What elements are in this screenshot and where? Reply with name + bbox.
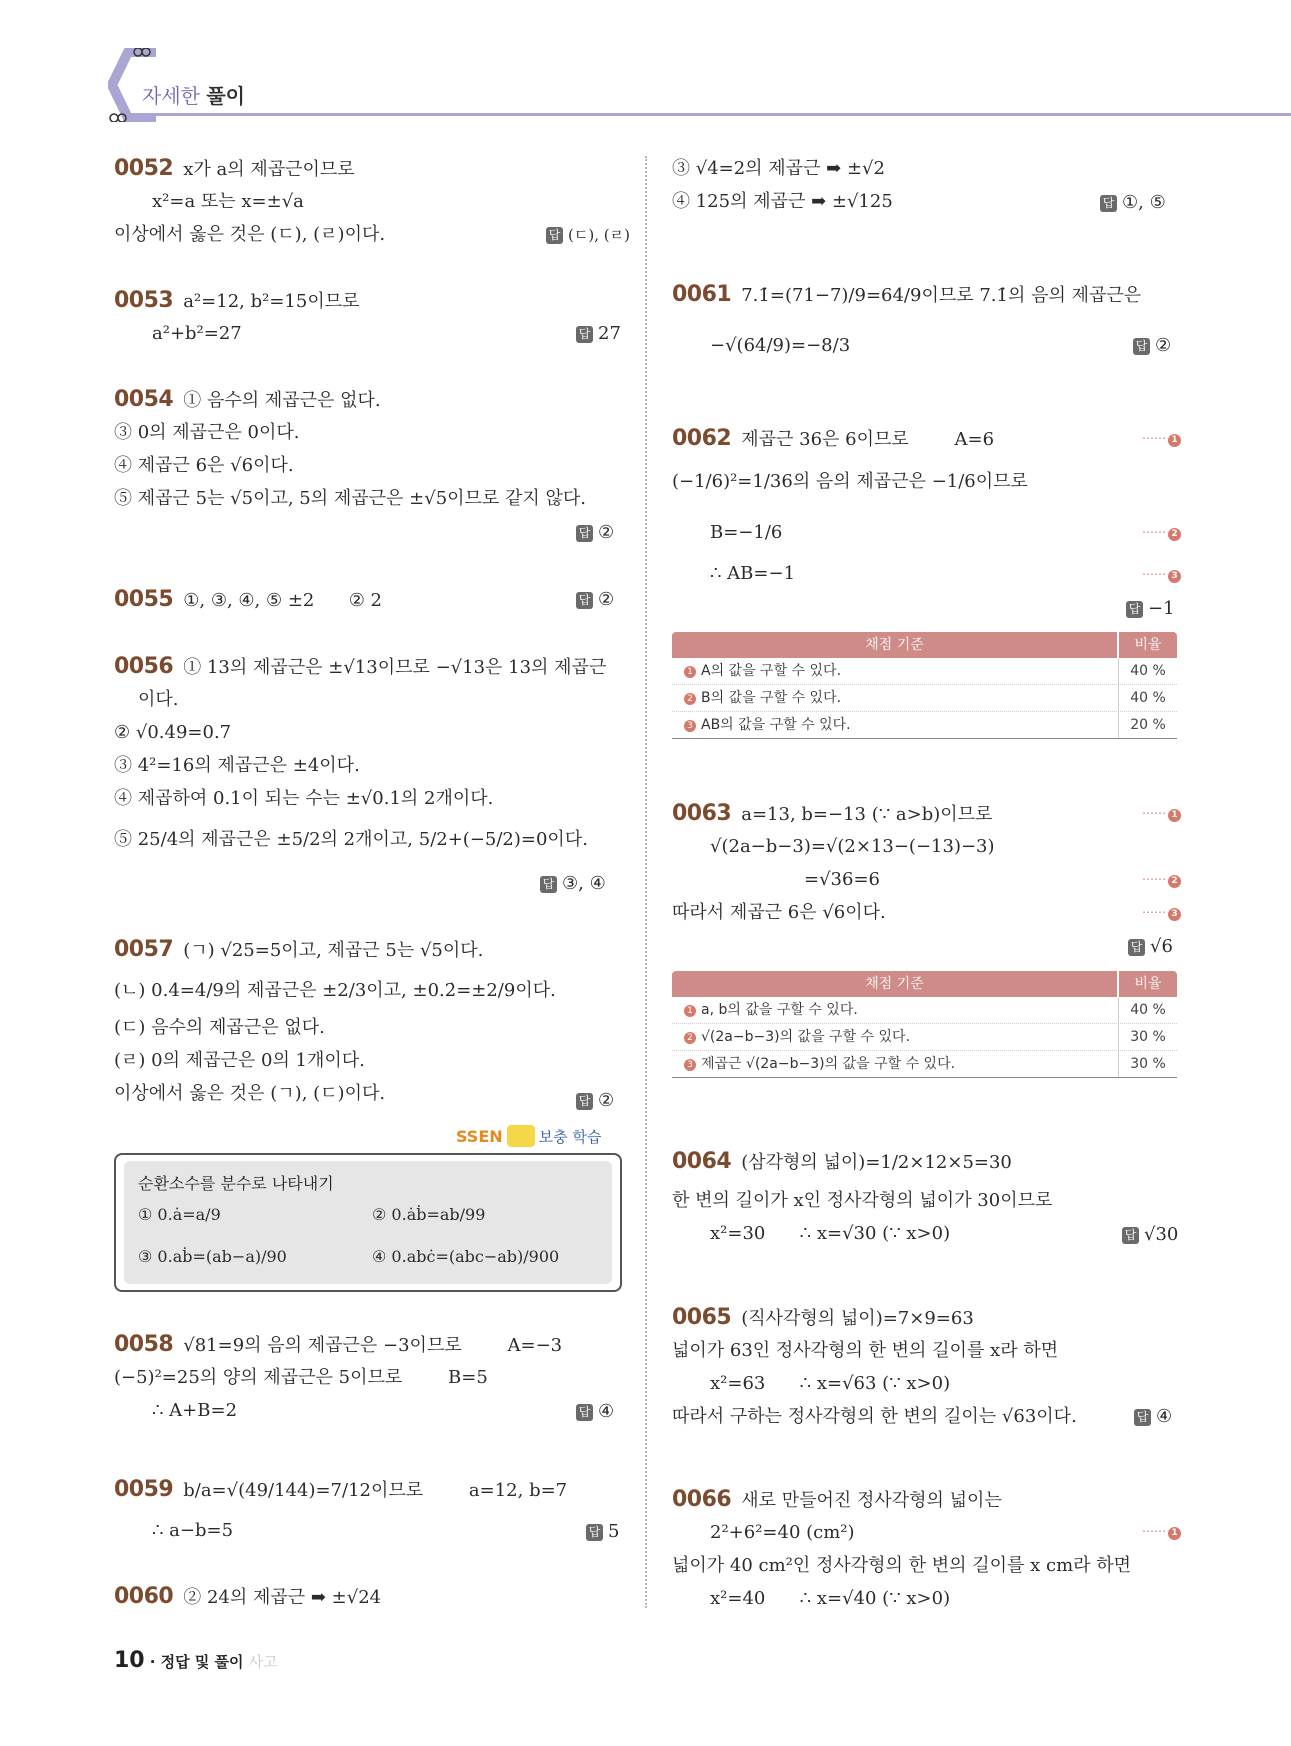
solution-line: x²=40 ∴ x=√40 (∵ x>0): [710, 1588, 951, 1609]
answer-text: ②: [598, 522, 615, 543]
grading-ratio: 40 %: [1118, 997, 1177, 1023]
step-marker-icon: 2: [684, 693, 696, 705]
answer-badge-icon: 답: [576, 592, 593, 609]
solution-line: ③ 0의 제곱근은 0이다.: [114, 422, 300, 443]
answer-text: ②: [1155, 335, 1172, 356]
grading-ratio: 40 %: [1118, 658, 1177, 684]
solution-line: ∴ AB=−1: [710, 563, 796, 584]
formula-item: ③ 0.aḃ=(ab−a)/90: [138, 1247, 287, 1266]
solution-line: (−5)²=25의 양의 제곱근은 5이므로 B=5: [114, 1367, 488, 1388]
answer-text: ③, ④: [562, 873, 606, 894]
grading-ratio: 20 %: [1118, 712, 1177, 738]
step-marker-icon: 3: [684, 720, 696, 732]
solution-line: 제곱근 36은 6이므로 A=6: [741, 429, 995, 450]
solution-line: 이상에서 옳은 것은 (ㄷ), (ㄹ)이다.: [114, 224, 386, 245]
answer-badge-icon: 답: [540, 876, 557, 893]
problem-0052: [114, 152, 385, 251]
grading-ratio: 40 %: [1118, 685, 1177, 711]
answer-0053: [576, 323, 621, 344]
grading-row: [672, 658, 1177, 685]
grading-row: [672, 997, 1177, 1024]
solution-line: ④ 제곱하여 0.1이 되는 수는 ±√0.1의 2개이다.: [114, 788, 494, 809]
grading-criterion: a, b의 값을 구할 수 있다.: [701, 1002, 858, 1018]
problem-0054: [114, 383, 586, 515]
answer-text: √30: [1144, 1224, 1179, 1245]
answer-badge-icon: 답: [1126, 601, 1143, 618]
solution-line: 2²+6²=40 (cm²): [710, 1522, 855, 1543]
solution-line: B=−1/6: [710, 522, 783, 543]
answer-text: ①, ⑤: [1122, 192, 1166, 213]
answer-0061: [1133, 335, 1171, 356]
supplementary-panel: [124, 1161, 612, 1284]
column-divider: [645, 156, 647, 1608]
solution-line: 한 변의 길이가 x인 정사각형의 넓이가 30이므로: [672, 1190, 1053, 1211]
step-marker-icon: 1: [1168, 434, 1181, 447]
problem-0059: [114, 1473, 567, 1547]
grading-criterion: √(2a−b−3)의 값을 구할 수 있다.: [701, 1029, 911, 1045]
answer-0058: [576, 1401, 614, 1422]
answer-0055: [576, 589, 614, 610]
grading-criterion: A의 값을 구할 수 있다.: [701, 663, 842, 679]
solution-line: =√36=6: [804, 869, 880, 890]
grading-table-0062: [672, 632, 1177, 739]
problem-0062: [672, 422, 1028, 590]
page-footer: 10 · 정답 및 풀이 사고: [114, 1648, 278, 1673]
answer-0059: [586, 1521, 619, 1542]
problem-number: 0061: [672, 282, 732, 307]
supplementary-title: 순환소수를 분수로 나타내기: [138, 1174, 334, 1193]
solution-line: (삼각형의 넓이)=1/2×12×5=30: [741, 1152, 1012, 1173]
answer-0064: [1122, 1224, 1178, 1245]
answer-badge-icon: 답: [576, 326, 593, 343]
grading-row: [672, 685, 1177, 712]
grading-row: [672, 1051, 1177, 1078]
step-marker-2: ⋯⋯ 2: [1142, 872, 1181, 888]
answer-0054: [576, 522, 614, 543]
step-marker-icon: 1: [684, 666, 696, 678]
step-marker-icon: 2: [1168, 528, 1181, 541]
solution-line: (ㄱ) √25=5이고, 제곱근 5는 √5이다.: [183, 940, 484, 961]
solution-line: x가 a의 제곱근이므로: [183, 159, 355, 180]
answer-badge-icon: 답: [1122, 1227, 1139, 1244]
solution-line: ④ 제곱근 6은 √6이다.: [114, 455, 294, 476]
problem-number: 0058: [114, 1332, 174, 1357]
solution-line: (ㄴ) 0.4̇=4/9의 제곱근은 ±2/3이고, ±0.2̇=±2/9이다.: [114, 980, 556, 1001]
answer-0060: [1100, 192, 1166, 213]
problem-0055: [114, 583, 382, 616]
answer-badge-icon: 답: [1133, 338, 1150, 355]
answer-text: 5: [608, 1521, 620, 1542]
problem-number: 0054: [114, 387, 174, 412]
problem-number: 0057: [114, 937, 174, 962]
solution-line: ② √0.49=0.7: [114, 722, 232, 743]
answer-0056: [540, 873, 606, 894]
problem-0066: [672, 1483, 1131, 1615]
solution-line: 넓이가 63인 정사각형의 한 변의 길이를 x라 하면: [672, 1340, 1059, 1361]
solution-line: −√(64/9)=−8/3: [710, 335, 851, 356]
answer-badge-icon: 답: [1128, 939, 1145, 956]
grading-header-criteria: 채점 기준: [672, 632, 1117, 658]
solution-line: a=13, b=−13 (∵ a>b)이므로: [741, 804, 993, 825]
solution-line: ② 24의 제곱근 ➡ ±√24: [183, 1587, 382, 1608]
answer-text: √6: [1150, 936, 1173, 957]
note-pencil-icon: [507, 1125, 535, 1147]
answer-badge-icon: 답: [576, 525, 593, 542]
solution-line: a²=12, b²=15이므로: [183, 291, 360, 312]
answer-badge-icon: 답: [1134, 1409, 1151, 1426]
footer-title: 정답 및 풀이: [160, 1653, 244, 1671]
step-marker-icon: 3: [1168, 570, 1181, 583]
step-marker-1: ⋯⋯ 1: [1142, 806, 1181, 822]
step-marker-icon: 3: [1168, 908, 1181, 921]
problem-number: 0055: [114, 587, 174, 612]
solution-line: ① 음수의 제곱근은 없다.: [183, 390, 381, 411]
solution-line: 새로 만들어진 정사각형의 넓이는: [741, 1490, 1002, 1511]
formula-item: ② 0.ȧḃ=ab/99: [372, 1205, 486, 1224]
answer-text: ②: [598, 589, 615, 610]
step-marker-1: ⋯⋯ 1: [1142, 1524, 1181, 1540]
solution-line: 넓이가 40 cm²인 정사각형의 한 변의 길이를 x cm라 하면: [672, 1555, 1132, 1576]
step-marker-icon: 1: [684, 1005, 696, 1017]
formula-item: ④ 0.abċ=(abc−ab)/900: [372, 1247, 560, 1266]
answer-0057: [576, 1090, 614, 1111]
answer-badge-icon: 답: [1100, 195, 1117, 212]
answer-text: ④: [598, 1401, 615, 1422]
solution-line: b/a=√(49/144)=7/12이므로 a=12, b=7: [183, 1480, 568, 1501]
problem-number: 0063: [672, 801, 732, 826]
solution-line: (ㄹ) 0의 제곱근은 0의 1개이다.: [114, 1050, 365, 1071]
solution-line: x²=30 ∴ x=√30 (∵ x>0): [710, 1223, 951, 1244]
supplementary-label: [456, 1125, 601, 1147]
answer-badge-icon: 답: [576, 1093, 593, 1110]
problem-0061: [672, 278, 1141, 362]
solution-line: (−1/6)²=1/36의 음의 제곱근은 −1/6이므로: [672, 471, 1028, 492]
solution-line: √81=9의 음의 제곱근은 −3이므로 A=−3: [183, 1335, 563, 1356]
solution-line: ①, ③, ④, ⑤ ±2 ② 2: [183, 590, 383, 611]
solution-line: 따라서 구하는 정사각형의 한 변의 길이는 √63이다.: [672, 1406, 1077, 1427]
answer-text: ④: [1156, 1406, 1173, 1427]
answer-0063: [1128, 936, 1173, 957]
grading-criterion: 제곱근 √(2a−b−3)의 값을 구할 수 있다.: [701, 1056, 956, 1072]
grading-criterion: B의 값을 구할 수 있다.: [701, 690, 842, 706]
step-marker-icon: 1: [1168, 1527, 1181, 1540]
step-marker-2: ⋯⋯ 2: [1142, 525, 1181, 541]
solution-line: 따라서 제곱근 6은 √6이다.: [672, 902, 886, 923]
supplementary-box: [114, 1153, 622, 1292]
problem-number: 0062: [672, 426, 732, 451]
solution-line: ① 13의 제곱근은 ±√13이므로 −√13은 13의 제곱근: [183, 657, 607, 678]
answer-badge-icon: 답: [576, 1404, 593, 1421]
solution-line: ∴ A+B=2: [152, 1400, 238, 1421]
problem-0063: [672, 797, 995, 929]
answer-0062: [1126, 598, 1175, 619]
problem-0053: [114, 284, 360, 350]
header-title-light: 자세한: [142, 84, 200, 108]
problem-number: 0066: [672, 1487, 732, 1512]
problem-0065: [672, 1301, 1077, 1433]
grading-ratio: 30 %: [1118, 1051, 1177, 1077]
solution-line: ⑤ 25/4의 제곱근은 ±5/2의 2개이고, 5/2+(−5/2)=0이다.: [114, 829, 588, 850]
answer-text: 27: [598, 323, 621, 344]
answer-0065: [1134, 1406, 1172, 1427]
header-title-bold: 풀이: [206, 84, 245, 108]
grading-table-header: [672, 971, 1177, 997]
answer-badge-icon: 답: [546, 227, 563, 244]
grading-table-header: [672, 632, 1177, 658]
answer-0052: [546, 224, 630, 245]
answer-text: ②: [598, 1090, 615, 1111]
grading-ratio: 30 %: [1118, 1024, 1177, 1050]
grading-criterion: AB의 값을 구할 수 있다.: [701, 717, 851, 733]
problem-0058: [114, 1328, 562, 1427]
solution-line: ⑤ 제곱근 5는 √5이고, 5의 제곱근은 ±√5이므로 같지 않다.: [114, 488, 587, 509]
grading-row: [672, 712, 1177, 739]
step-marker-icon: 2: [684, 1032, 696, 1044]
problem-number: 0056: [114, 654, 174, 679]
solution-line: 7.1̇=(71−7)/9=64/9이므로 7.1̇의 음의 제곱근은: [741, 285, 1142, 306]
grading-header-criteria: 채점 기준: [672, 971, 1117, 997]
problem-0060: [114, 1580, 381, 1613]
problem-0057: [114, 933, 556, 1110]
problem-number: 0052: [114, 156, 174, 181]
problem-number: 0060: [114, 1584, 174, 1609]
page-number: 10: [114, 1648, 145, 1673]
solution-line: ③ √4=2의 제곱근 ➡ ±√2: [672, 158, 885, 179]
solution-line: (직사각형의 넓이)=7×9=63: [741, 1308, 974, 1329]
solution-line: √(2a−b−3)=√(2×13−(−13)−3): [710, 836, 995, 857]
answer-text: −1: [1148, 598, 1175, 619]
page-section-title: [142, 80, 245, 109]
grading-header-ratio: 비율: [1119, 971, 1177, 997]
grading-row: [672, 1024, 1177, 1051]
solution-line: 이상에서 옳은 것은 (ㄱ), (ㄷ)이다.: [114, 1083, 386, 1104]
problem-0064: [672, 1145, 1052, 1250]
step-marker-icon: 3: [684, 1059, 696, 1071]
answer-badge-icon: 답: [586, 1524, 603, 1541]
solution-line: a²+b²=27: [152, 323, 242, 344]
step-marker-1: ⋯⋯ 1: [1142, 431, 1181, 447]
solution-line: x²=63 ∴ x=√63 (∵ x>0): [710, 1373, 951, 1394]
grading-header-ratio: 비율: [1119, 632, 1177, 658]
problem-0060-continued: [672, 152, 893, 218]
step-marker-icon: 1: [1168, 809, 1181, 822]
problem-number: 0065: [672, 1305, 732, 1330]
solution-line: ④ 125의 제곱근 ➡ ±√125: [672, 191, 893, 212]
grading-table-0063: [672, 971, 1177, 1078]
step-marker-3: ⋯⋯ 3: [1142, 567, 1181, 583]
brand-label: SSEN: [456, 1127, 503, 1146]
problem-number: 0059: [114, 1477, 174, 1502]
problem-number: 0053: [114, 288, 174, 313]
problem-number: 0064: [672, 1149, 732, 1174]
step-marker-3: ⋯⋯ 3: [1142, 905, 1181, 921]
solution-line: ③ 4²=16의 제곱근은 ±4이다.: [114, 755, 360, 776]
header-rule: [150, 113, 1291, 116]
solution-line: ∴ a−b=5: [152, 1520, 234, 1541]
problem-0056: [114, 650, 606, 856]
footer-brand: 사고: [248, 1653, 278, 1671]
solution-line: 이다.: [138, 689, 179, 710]
solution-line: (ㄷ) 음수의 제곱근은 없다.: [114, 1017, 325, 1038]
formula-item: ① 0.ȧ=a/9: [138, 1205, 221, 1224]
step-marker-icon: 2: [1168, 875, 1181, 888]
supplementary-tag: 보충 학습: [538, 1128, 602, 1146]
solution-line: x²=a 또는 x=±√a: [152, 191, 304, 212]
answer-text: (ㄷ), (ㄹ): [568, 226, 630, 244]
